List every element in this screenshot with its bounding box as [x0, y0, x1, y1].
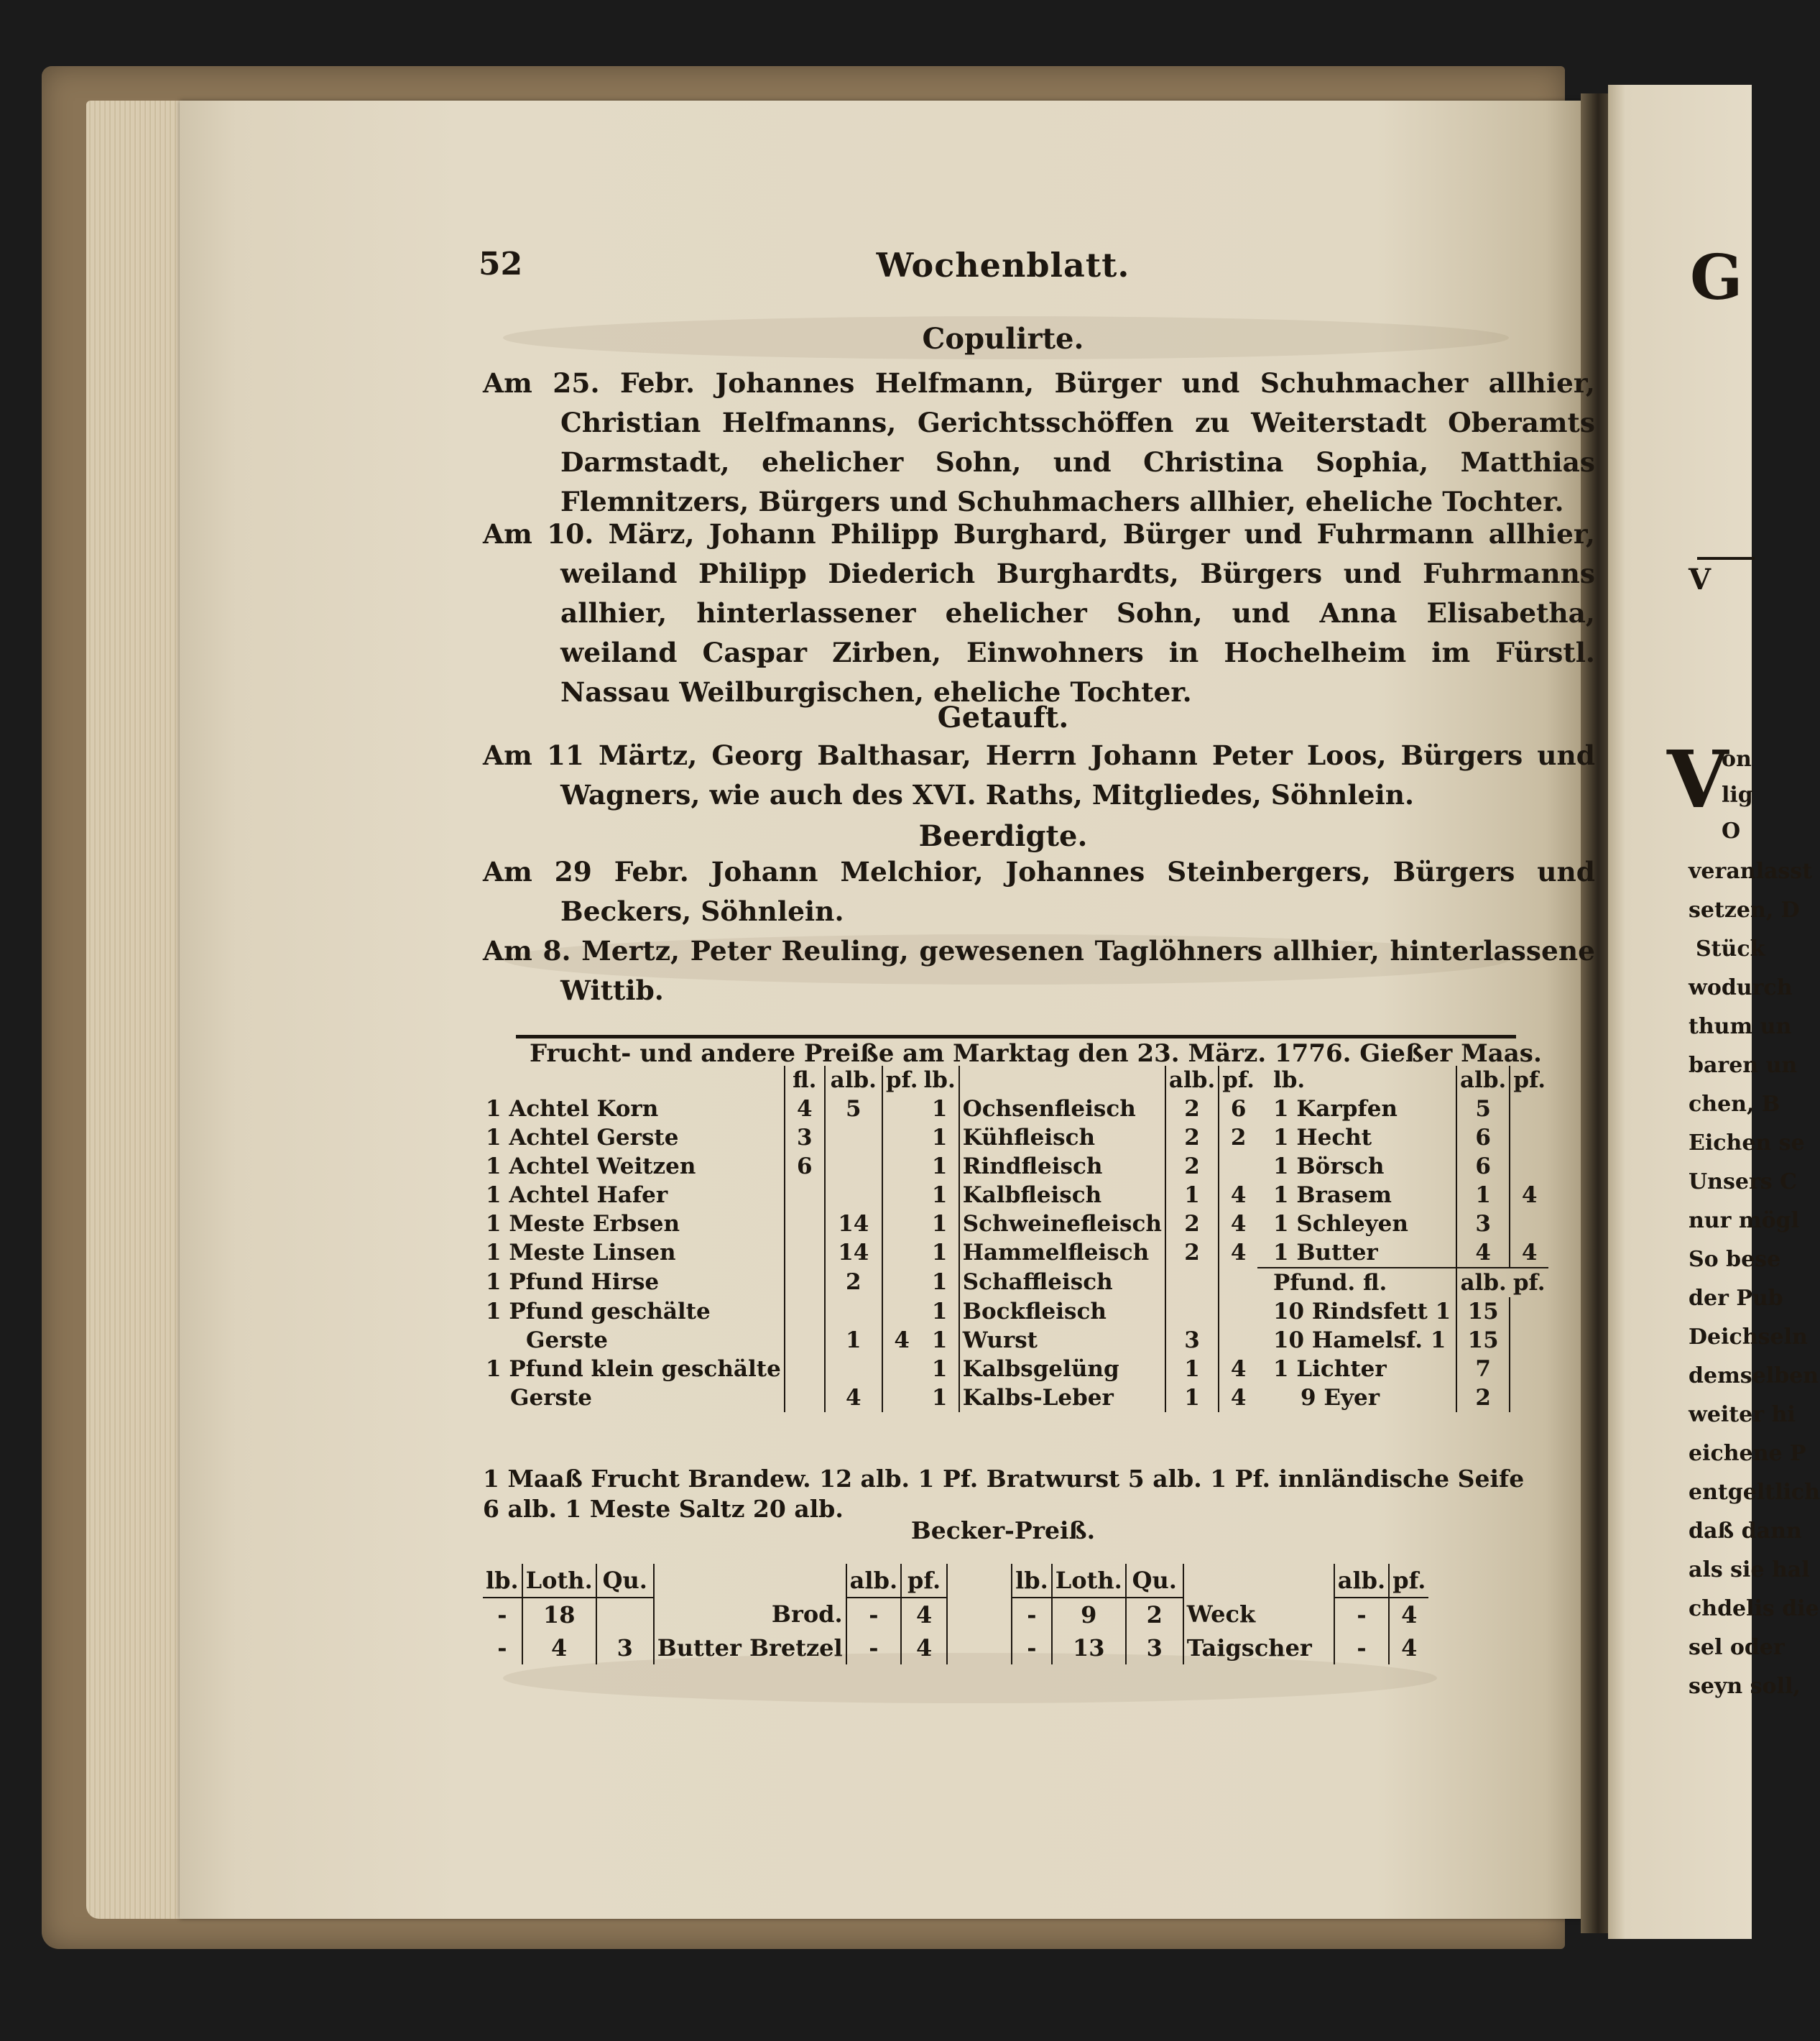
value-cell: 4 — [1456, 1238, 1510, 1268]
value-cell: 2 — [1165, 1210, 1219, 1238]
value-cell — [1219, 1152, 1257, 1181]
facing-line: baren un — [1689, 1053, 1798, 1078]
value-cell: 9 — [1052, 1598, 1126, 1631]
item-cell: Brod. — [654, 1598, 846, 1631]
value-cell: 1 — [931, 1327, 948, 1353]
col-head: fl. — [785, 1066, 825, 1095]
baker-table — [483, 1564, 1428, 1664]
value-cell: 1 — [931, 1096, 948, 1122]
value-cell: 4 — [522, 1631, 596, 1664]
table-row — [483, 1383, 1548, 1412]
value-cell — [825, 1152, 882, 1181]
value-cell — [1219, 1326, 1257, 1355]
value-cell: 7 — [1456, 1355, 1510, 1383]
value-cell — [785, 1355, 825, 1383]
table-row — [483, 1123, 1548, 1152]
col-head: lb. — [483, 1564, 522, 1598]
value-cell: 3 — [785, 1123, 825, 1152]
value-cell: 1 — [825, 1326, 882, 1355]
value-cell: 1 — [1165, 1181, 1219, 1210]
table-row — [483, 1598, 1428, 1631]
value-cell: 2 — [1219, 1123, 1257, 1152]
item-cell: 1 Karpfen — [1272, 1096, 1398, 1122]
value-cell: - — [1012, 1631, 1052, 1664]
value-cell — [1510, 1326, 1548, 1355]
table-row — [483, 1326, 1548, 1355]
table-row — [483, 1095, 1548, 1123]
value-cell — [882, 1210, 921, 1238]
item-cell: Pfund. fl. — [1272, 1270, 1387, 1296]
item-cell: Kalbs-Leber — [959, 1383, 1165, 1412]
baker-title: Becker-Preiß. — [910, 1516, 1096, 1544]
section-rule — [516, 1035, 1516, 1038]
value-cell: - — [1334, 1598, 1389, 1631]
entry-beerdigte-2: Am 8. Mertz, Peter Reuling, gewesenen Taglöhners allhier, hinterlassene Wittib. — [483, 935, 1595, 1006]
table-row — [483, 1210, 1548, 1238]
value-cell: 1 — [931, 1211, 948, 1237]
entry-copulirte-2: Am 10. März, Johann Philipp Burghard, Bürger und Fuhrmann allhier, weiland Philipp Diederich Burghardts, Bürgers und Fuhrmanns allhier, hinterlassener ehelicher Sohn, und Anna Elisabetha, weiland Caspar Zirben, Einwohners in Hochelheim im Fürstl. Nassau Weilburgischen, eheliche Tochter. — [483, 518, 1595, 708]
value-cell — [785, 1383, 825, 1412]
value-cell — [825, 1181, 882, 1210]
col-head: lb. — [1012, 1564, 1052, 1598]
value-cell: - — [846, 1598, 901, 1631]
value-cell: 4 — [825, 1383, 882, 1412]
item-cell: Rindfleisch — [959, 1152, 1165, 1181]
value-cell: 2 — [1165, 1123, 1219, 1152]
value-cell — [785, 1326, 825, 1355]
item-cell: 1 Achtel Korn — [486, 1096, 659, 1122]
table-row — [483, 1181, 1548, 1210]
value-cell: 18 — [522, 1598, 596, 1631]
value-cell: 1 — [931, 1240, 948, 1266]
value-cell: 3 — [596, 1631, 654, 1664]
item-cell: Gerste — [526, 1327, 609, 1353]
value-cell — [785, 1238, 825, 1268]
baker-header-row — [483, 1564, 1428, 1598]
value-cell: 5 — [1456, 1095, 1510, 1123]
value-cell — [882, 1095, 921, 1123]
col-head — [1183, 1564, 1334, 1598]
facing-page-big-letter: G — [1690, 241, 1743, 314]
item-cell: 1 Schleyen — [1272, 1211, 1408, 1237]
item-cell: 10 Hamelsf. 1 — [1272, 1327, 1446, 1353]
value-cell: 2 — [1165, 1152, 1219, 1181]
col-head: lb. — [1272, 1067, 1306, 1093]
value-cell: - — [497, 1634, 507, 1662]
value-cell — [1510, 1297, 1548, 1326]
item-cell: 1 Hecht — [1272, 1125, 1372, 1151]
item-cell: 9 Eyer — [1300, 1385, 1380, 1411]
facing-line: als sie hal — [1689, 1557, 1810, 1582]
value-cell — [882, 1268, 921, 1297]
value-cell: 1 — [931, 1356, 948, 1382]
value-cell — [882, 1152, 921, 1181]
item-cell: Ochsenfleisch — [959, 1095, 1165, 1123]
facing-line: eichene P — [1689, 1441, 1806, 1466]
item-cell: 1 Pfund Hirse — [486, 1269, 660, 1295]
table-row — [483, 1238, 1548, 1268]
value-cell — [596, 1598, 654, 1631]
item-cell: Kühfleisch — [959, 1123, 1165, 1152]
facing-line: O — [1722, 819, 1741, 844]
value-cell: 13 — [1052, 1631, 1126, 1664]
value-cell: - — [1012, 1598, 1052, 1631]
item-cell: 1 Meste Erbsen — [486, 1211, 680, 1237]
value-cell — [825, 1297, 882, 1326]
value-cell: - — [846, 1631, 901, 1664]
value-cell: 1 — [931, 1125, 948, 1151]
facing-page-mark: V — [1689, 563, 1712, 596]
value-cell: 5 — [825, 1095, 882, 1123]
item-cell: Kalbfleisch — [959, 1181, 1165, 1210]
table-row — [483, 1152, 1548, 1181]
table-row — [483, 1297, 1548, 1326]
prices-table — [483, 1066, 1548, 1412]
facing-line: Deichseln — [1689, 1324, 1808, 1350]
facing-line: Stück — [1696, 936, 1765, 962]
value-cell: 14 — [825, 1238, 882, 1268]
facing-line: Eichen se — [1689, 1130, 1805, 1156]
item-cell: 1 Achtel Gerste — [486, 1125, 679, 1151]
facing-line: der Pub — [1689, 1286, 1783, 1311]
prices-footer-line-2: 6 alb. 1 Meste Saltz 20 alb. — [483, 1495, 844, 1523]
item-cell: Wurst — [959, 1326, 1165, 1355]
item-cell: 1 Meste Linsen — [486, 1240, 676, 1266]
value-cell — [882, 1123, 921, 1152]
col-head: lb. — [923, 1067, 956, 1093]
col-head: pf. — [901, 1564, 947, 1598]
value-cell — [1510, 1210, 1548, 1238]
page-edges — [86, 101, 187, 1919]
value-cell: 1 — [931, 1182, 948, 1208]
item-cell: 10 Rindsfett 1 — [1272, 1299, 1451, 1324]
value-cell — [785, 1297, 825, 1326]
prices-heading: Frucht- und andere Preiße am Marktag den 23. März. 1776. Gießer Maas. — [530, 1039, 1542, 1068]
heading-copulirte: Copulirte. — [922, 322, 1084, 356]
value-cell: 1 — [931, 1385, 948, 1411]
item-cell: Gerste — [510, 1385, 593, 1411]
value-cell: 6 — [1456, 1123, 1510, 1152]
col-head: Loth. — [1052, 1564, 1126, 1598]
value-cell — [1510, 1383, 1548, 1412]
facing-line: seyn soll, — [1689, 1674, 1801, 1699]
value-cell — [1219, 1297, 1257, 1326]
col-head: alb. — [825, 1066, 882, 1095]
value-cell — [1165, 1297, 1219, 1326]
value-cell: pf. — [1512, 1270, 1546, 1296]
value-cell — [825, 1123, 882, 1152]
value-cell: 4 — [1219, 1210, 1257, 1238]
col-head: alb. — [1456, 1066, 1510, 1095]
heading-getauft: Getauft. — [937, 701, 1069, 734]
item-cell: 1 Lichter — [1272, 1356, 1387, 1382]
col-head: alb. — [846, 1564, 901, 1598]
col-head: alb. — [1334, 1564, 1389, 1598]
entry-getauft-1: Am 11 Märtz, Georg Balthasar, Herrn Johann Peter Loos, Bürgers und Wagners, wie auch des XVI. Raths, Mitgliedes, Söhnlein. — [483, 740, 1595, 811]
value-cell: 1 — [1165, 1355, 1219, 1383]
value-cell: 2 — [1165, 1095, 1219, 1123]
value-cell: 15 — [1456, 1297, 1510, 1326]
col-head: pf. — [1389, 1564, 1428, 1598]
page-number: 52 — [479, 246, 523, 282]
value-cell: 2 — [1165, 1238, 1219, 1268]
value-cell — [1510, 1123, 1548, 1152]
item-cell: 1 Pfund klein geschälte — [486, 1356, 781, 1382]
value-cell: 6 — [1219, 1095, 1257, 1123]
item-cell: Butter Bretzel — [654, 1631, 846, 1664]
facing-line: chdelis die — [1689, 1596, 1819, 1621]
running-head — [479, 246, 1528, 296]
value-cell — [785, 1181, 825, 1210]
table-row — [483, 1268, 1548, 1297]
item-cell: Bockfleisch — [959, 1297, 1165, 1326]
value-cell — [785, 1268, 825, 1297]
value-cell: 4 — [1219, 1383, 1257, 1412]
entry-beerdigte-1: Am 29 Febr. Johann Melchior, Johannes Steinbergers, Bürgers und Beckers, Söhnlein. — [483, 856, 1595, 927]
col-head: Qu. — [1126, 1564, 1183, 1598]
col-head: alb. — [1165, 1066, 1219, 1095]
facing-line: daß dann — [1689, 1519, 1802, 1544]
item-cell: Hammelfleisch — [959, 1238, 1165, 1268]
value-cell: 4 — [1219, 1238, 1257, 1268]
value-cell: 15 — [1456, 1326, 1510, 1355]
col-head: pf. — [1219, 1066, 1257, 1095]
value-cell — [882, 1297, 921, 1326]
facing-line: lig — [1722, 783, 1753, 808]
value-cell: 4 — [901, 1598, 947, 1631]
item-cell: Taigscher — [1183, 1631, 1334, 1664]
col-head: Qu. — [596, 1564, 654, 1598]
heading-beerdigte: Beerdigte. — [918, 819, 1088, 853]
table-row — [483, 1355, 1548, 1383]
value-cell: 4 — [1510, 1181, 1548, 1210]
value-cell: 3 — [1126, 1631, 1183, 1664]
item-cell: 1 Pfund geschälte — [486, 1299, 711, 1324]
value-cell: 2 — [825, 1268, 882, 1297]
value-cell: 1 — [931, 1299, 948, 1324]
facing-line: setzen, D — [1689, 898, 1800, 923]
facing-line: weiter hi — [1689, 1402, 1796, 1427]
value-cell: 2 — [1126, 1598, 1183, 1631]
running-title: Wochenblatt. — [876, 246, 1130, 285]
value-cell: 4 — [882, 1326, 921, 1355]
facing-line: Unsers C — [1689, 1169, 1797, 1194]
value-cell — [785, 1210, 825, 1238]
value-cell: 4 — [1219, 1181, 1257, 1210]
value-cell — [825, 1355, 882, 1383]
facing-line: entgeltlich — [1689, 1480, 1820, 1505]
value-cell: 3 — [1165, 1326, 1219, 1355]
value-cell: 1 — [1165, 1383, 1219, 1412]
item-cell: 1 Börsch — [1272, 1153, 1385, 1179]
col-head: Loth. — [522, 1564, 596, 1598]
entry-copulirte-1: Am 25. Febr. Johannes Helfmann, Bürger und Schuhmacher allhier, Christian Helfmanns, Gerichtsschöffen zu Weiterstadt Oberamts Darmstadt, ehelicher Sohn, und Christina Sophia, Matthias Flemnitzers, Bürgers und Schuhmachers allhier, eheliche Tochter. — [483, 367, 1595, 517]
table-row — [483, 1631, 1428, 1664]
col-head — [654, 1564, 846, 1598]
facing-line: veranlasst — [1689, 859, 1813, 884]
value-cell: - — [1334, 1631, 1389, 1664]
value-cell — [1219, 1268, 1257, 1297]
item-cell: Schaffleisch — [959, 1268, 1165, 1297]
value-cell: 4 — [1389, 1631, 1428, 1664]
col-head: pf. — [882, 1066, 921, 1095]
facing-page-rule — [1697, 557, 1755, 560]
value-cell — [1510, 1095, 1548, 1123]
item-cell: 1 Butter — [1257, 1238, 1456, 1268]
facing-line: chen, B — [1689, 1092, 1780, 1117]
facing-line: thum un — [1689, 1014, 1792, 1039]
value-cell: 2 — [1456, 1383, 1510, 1412]
value-cell: 4 — [1389, 1598, 1428, 1631]
facing-line: wodurch — [1689, 975, 1793, 1000]
value-cell: 4 — [785, 1095, 825, 1123]
value-cell — [1165, 1268, 1219, 1297]
item-cell: 1 Brasem — [1272, 1182, 1392, 1208]
value-cell: 1 — [1456, 1181, 1510, 1210]
item-cell: Weck — [1183, 1598, 1334, 1631]
facing-line: demselben — [1689, 1363, 1819, 1388]
item-cell: Kalbsgelüng — [959, 1355, 1165, 1383]
item-cell: Schweinefleisch — [959, 1210, 1165, 1238]
item-cell: 1 Achtel Hafer — [486, 1182, 668, 1208]
facing-line: So bese — [1689, 1247, 1781, 1272]
value-cell — [1510, 1355, 1548, 1383]
value-cell: 1 — [931, 1269, 948, 1295]
value-cell: - — [497, 1601, 507, 1628]
facing-page-initial: V — [1667, 733, 1729, 826]
facing-line: nur mögl — [1689, 1208, 1799, 1233]
facing-line: sel oder — [1689, 1635, 1785, 1660]
value-cell: alb. — [1456, 1268, 1510, 1297]
value-cell: 6 — [785, 1152, 825, 1181]
prices-header-row — [483, 1066, 1548, 1095]
value-cell: 6 — [1456, 1152, 1510, 1181]
value-cell — [882, 1238, 921, 1268]
item-cell: 1 Achtel Weitzen — [486, 1153, 696, 1179]
facing-line: on — [1722, 747, 1752, 772]
value-cell — [882, 1383, 921, 1412]
value-cell: 4 — [901, 1631, 947, 1664]
value-cell: 4 — [1219, 1355, 1257, 1383]
value-cell: 14 — [825, 1210, 882, 1238]
value-cell — [882, 1181, 921, 1210]
value-cell: 1 — [931, 1153, 948, 1179]
value-cell: 3 — [1456, 1210, 1510, 1238]
value-cell — [882, 1355, 921, 1383]
value-cell — [1510, 1152, 1548, 1181]
value-cell: 4 — [1510, 1238, 1548, 1268]
col-head: pf. — [1510, 1066, 1548, 1095]
prices-footer-line-1: 1 Maaß Frucht Brandew. 12 alb. 1 Pf. Bratwurst 5 alb. 1 Pf. innländische Seife — [483, 1465, 1525, 1493]
